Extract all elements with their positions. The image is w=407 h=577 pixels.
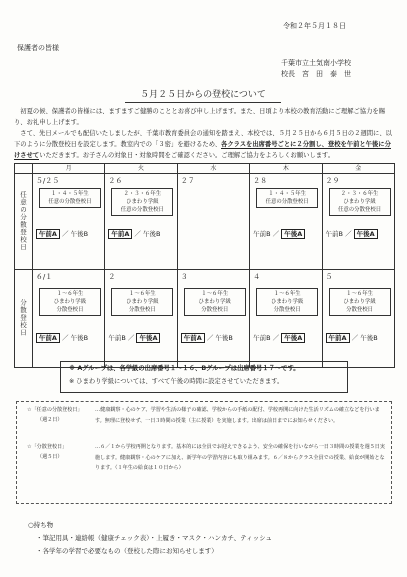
corner-cell [15, 164, 33, 174]
row-label-distributed-text: 分散登校日 [18, 298, 27, 337]
cell-grade-note: １～６年生 ひまわり学級 分散登校日 [111, 288, 173, 316]
morning-slot: 午前B [325, 230, 344, 238]
intro-p2b-emphasis: 各クラスを出席番号ごとに２分割し、登校を午前と午後に分けさせて [14, 141, 391, 159]
cell-grade-note: １・４・５年生 任意の分散登校日 [256, 188, 318, 208]
info-optional-sub: （週２日） [37, 417, 63, 423]
intro-p1-text: 初夏の候、保護者の皆様には、ますますご健勝のこととお喜び申し上げます。また、日頃より本校の教育活動にご理解ご協力を賜り、お礼申し上げます。 [14, 108, 386, 126]
afternoon-slot: 午後A [281, 333, 305, 343]
afternoon-slot: 午後A [354, 229, 378, 239]
group-note-2: ※ ひまわり学級については、すべて午後の時間に設定させていただきます。 [69, 378, 284, 385]
morning-slot: 午前A [36, 333, 60, 343]
schedule-row-optional [15, 174, 395, 270]
schedule-cell [105, 174, 177, 270]
cell-time-slots: 午前B ／ 午後A [108, 333, 160, 342]
info-distributed-sub: （週５日） [37, 454, 63, 460]
document-title: ５月２５日からの登校について [125, 88, 281, 103]
afternoon-slot: 午後B [143, 230, 161, 238]
cell-date: ３ [180, 273, 188, 281]
cell-time-slots: 午前A ／ 午後B [108, 229, 160, 238]
cell-grade-note: １～６年生 ひまわり学級 分散登校日 [256, 288, 318, 316]
cell-date: ５/２５ [35, 177, 60, 185]
cell-time-slots: 午前A ／ 午後B [36, 333, 88, 342]
cell-time-slots: 午前A ／ 午後B [326, 333, 378, 342]
schedule-row-distributed [15, 270, 395, 368]
cell-date: ４ [253, 273, 261, 281]
afternoon-slot: 午後A [281, 229, 305, 239]
schedule-cell [32, 174, 104, 270]
cell-grade-note: １・４・５年生 任意の分散登校日 [39, 188, 101, 208]
belongings-heading: ○持ち物 [28, 521, 54, 529]
schedule-header-row [15, 164, 395, 174]
intro-text [14, 106, 396, 161]
info-box [16, 401, 392, 504]
cell-grade-note: ２・３・６年生 ひまわり学級 任意の分散登校日 [329, 188, 391, 216]
row-label-optional [15, 174, 33, 270]
day-tue: 火 [105, 164, 177, 174]
schedule-cell [177, 174, 249, 270]
schedule-cell [250, 270, 322, 368]
info-distributed [27, 442, 387, 502]
principal-name: 校長 宮 田 泰 世 [281, 70, 351, 78]
day-wed: 水 [177, 164, 249, 174]
info-distributed-text: …６／１から学校再開となります。基本的には全員でお迎えできるよう、安全の確保を行いながら一日３時間の授業を週５日実施します。健康観察・心のケアに加え、新学年の学習内容にも取り組みます。６／８からクラス全員での授業、給食が開始となります。（１年生の給食は１０日から） [95, 444, 385, 471]
belongings-section [28, 519, 272, 558]
info-distributed-label: ☆「分散登校日」 [27, 444, 68, 450]
morning-slot: 午前A [108, 229, 132, 239]
cell-time-slots: 午前B ／ 午後A [253, 333, 305, 342]
morning-slot: 午前B [253, 334, 271, 342]
intro-paragraph-1 [14, 106, 396, 128]
cell-time-slots: 午前A ／ 午後B [36, 229, 88, 238]
intro-p2a-text: さて、先日メールでも配信いたしましたが、千葉市教育委員会の通知を踏まえ、本校では、５月２５日から６月５日の２週間に、以下のように分散登校日を設定します。教室内での「３密」を避けるため、 [14, 130, 392, 148]
cell-grade-note: ２・３・６年生 ひまわり学級 任意の分散登校日 [111, 188, 173, 216]
schedule-table [14, 163, 395, 368]
schedule-cell [250, 174, 322, 270]
belongings-item-1: ・筆記用具・連絡帳（健康チェック表）・上履き・マスク・ハンカチ、ティッシュ [36, 534, 272, 542]
cell-date: ２９ [325, 177, 340, 185]
intro-p2c-text: いただきます。お子さんの対象日・対象時間をご確認ください。ご理解ご協力をよろしくお願いします。 [39, 152, 335, 159]
schedule-cell [322, 270, 394, 368]
belongings-item-2: ・各学年の学習で必要なもの（登校した際にお知らせします） [36, 547, 218, 555]
cell-date: ２ [108, 273, 116, 281]
morning-slot: 午前A [36, 229, 60, 239]
intro-paragraph-2 [14, 128, 396, 161]
cell-date: ６/１ [35, 273, 53, 281]
afternoon-slot: 午後B [70, 334, 89, 342]
cell-time-slots: 午前A ／ 午後B [181, 333, 233, 342]
afternoon-slot: 午後B [360, 334, 378, 342]
morning-slot: 午前A [181, 333, 205, 343]
cell-date: ２６ [108, 177, 123, 185]
row-label-distributed [15, 270, 33, 368]
info-optional-label: ☆「任意の分散登校日」 [27, 407, 83, 413]
morning-slot: 午前B [108, 334, 126, 342]
day-fri: 金 [322, 164, 394, 174]
schedule-cell [322, 174, 394, 270]
cell-time-slots: 午前B ／ 午後A [326, 229, 378, 238]
schedule-cell [105, 270, 177, 368]
cell-grade-note: １～６年生 ひまわり学級 分散登校日 [39, 288, 101, 316]
cell-date: ２８ [253, 177, 268, 185]
school-name: 千葉市立土気南小学校 [281, 59, 351, 67]
cell-grade-note: １～６年生 ひまわり学級 分散登校日 [329, 288, 391, 316]
cell-time-slots: 午前B ／ 午後A [253, 229, 305, 238]
info-optional-text: …健康観察・心のケア、学習や生活の様子の確認、学校からの手紙の配付、学校再開に向けた生活リズムの確立などを行います。無理に登校せず、一日３時間の授業（主に授業）を実施します。出席は前日までにお知らせください。 [95, 407, 380, 424]
morning-slot: 午前B [253, 230, 271, 238]
schedule-cell [177, 270, 249, 368]
afternoon-slot: 午後A [136, 333, 160, 343]
addressee: 保護者の皆様 [17, 44, 59, 52]
cell-date: ５ [325, 273, 333, 281]
afternoon-slot: 午後B [215, 334, 233, 342]
row-label-optional-text: 任意の分散登校日 [18, 190, 27, 251]
morning-slot: 午前A [326, 333, 350, 343]
schedule-cell [32, 270, 104, 368]
day-mon: 月 [32, 164, 104, 174]
cell-date: ２７ [180, 177, 195, 185]
issue-date: 令和２年５月１８日 [283, 22, 346, 30]
group-note-1: ※ Aグループは、各学級の出席番号１～１６、Bグループは出席番号１７～です。 [69, 365, 300, 372]
cell-grade-note: １～６年生 ひまわり学級 分散登校日 [184, 288, 246, 316]
afternoon-slot: 午後B [70, 230, 89, 238]
day-thu: 木 [250, 164, 322, 174]
group-note-box [60, 361, 348, 393]
